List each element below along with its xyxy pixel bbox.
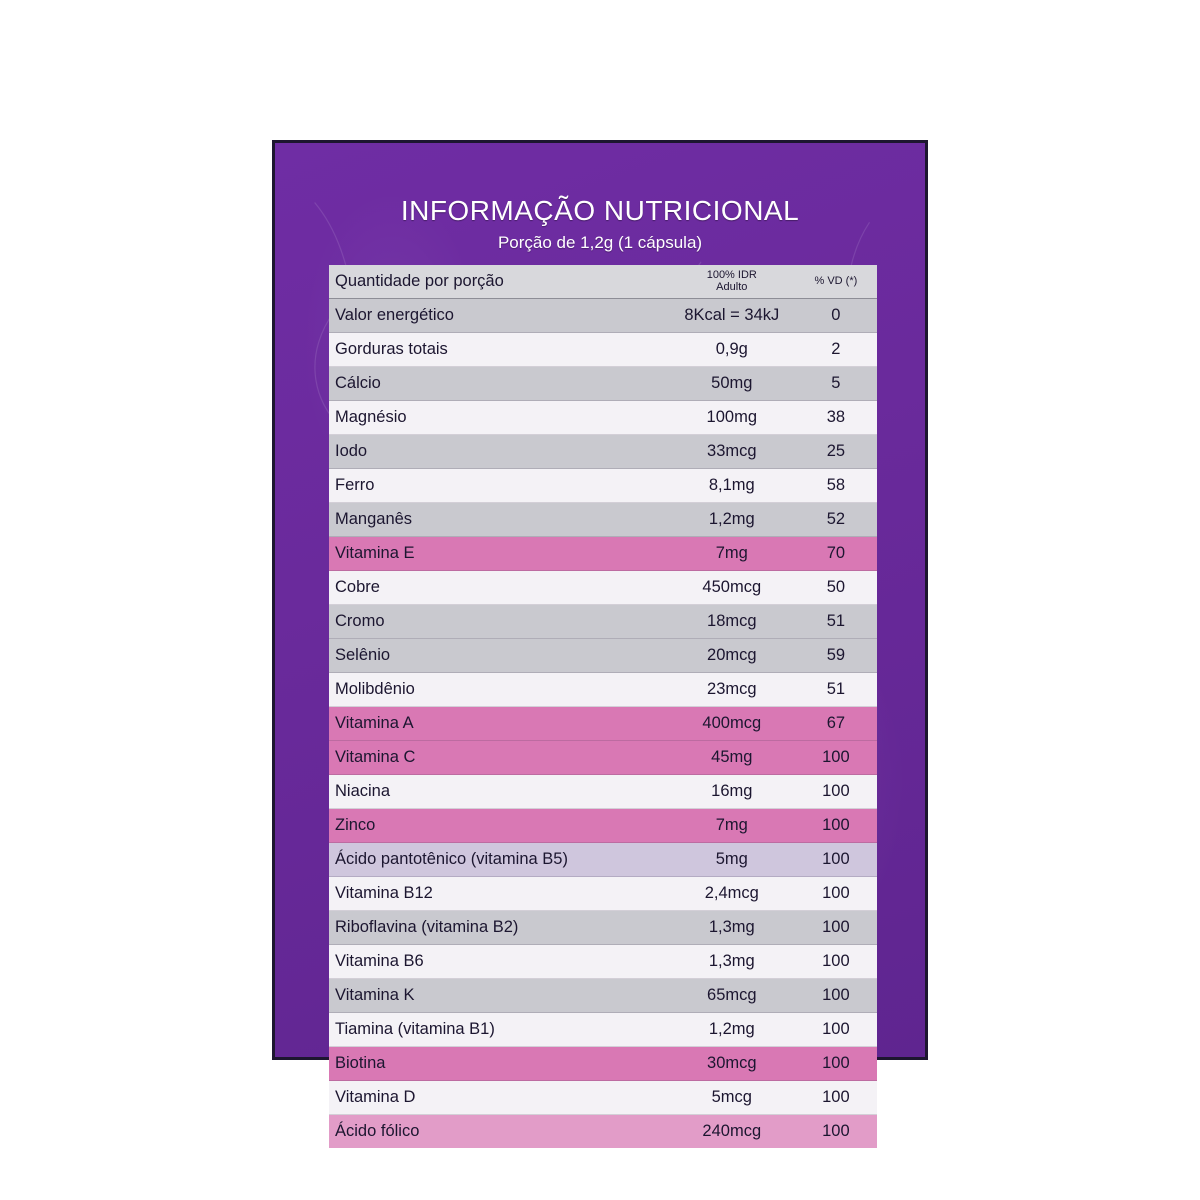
nutrient-amount: 45mg: [669, 741, 795, 775]
column-header-amount-line2: Adulto: [716, 280, 748, 293]
table-row: [329, 1047, 877, 1081]
table-row: [329, 843, 877, 877]
nutrient-vd: 59: [795, 639, 877, 673]
table-row: [329, 775, 877, 809]
table-row: [329, 979, 877, 1013]
column-header-amount-line1: 100% IDR: [706, 268, 757, 281]
nutrient-vd: 52: [795, 503, 877, 537]
nutrient-vd: 100: [795, 809, 877, 843]
nutrient-name: Biotina: [329, 1047, 669, 1081]
nutrient-amount: 20mcg: [669, 639, 795, 673]
nutrient-amount: 1,3mg: [669, 911, 795, 945]
nutrient-amount: 0,9g: [669, 333, 795, 367]
nutrient-vd: 25: [795, 435, 877, 469]
nutrient-name: Vitamina B6: [329, 945, 669, 979]
nutrition-table-body: [329, 299, 877, 1149]
nutrient-vd: 100: [795, 1047, 877, 1081]
nutrient-vd: 100: [795, 775, 877, 809]
table-header-row: [329, 265, 877, 299]
nutrition-label-panel: [272, 140, 928, 1140]
nutrient-name: Ferro: [329, 469, 669, 503]
nutrient-vd: 0: [795, 299, 877, 333]
nutrient-amount: 240mcg: [669, 1115, 795, 1149]
nutrient-amount: 23mcg: [669, 673, 795, 707]
table-row: [329, 877, 877, 911]
nutrient-name: Tiamina (vitamina B1): [329, 1013, 669, 1047]
nutrient-vd: 51: [795, 673, 877, 707]
column-header-vd: % VD (*): [795, 265, 877, 299]
table-row: [329, 707, 877, 741]
table-row: [329, 1081, 877, 1115]
nutrient-name: Cálcio: [329, 367, 669, 401]
table-row: [329, 673, 877, 707]
nutrient-name: Vitamina B12: [329, 877, 669, 911]
nutrient-name: Vitamina D: [329, 1081, 669, 1115]
nutrient-amount: 7mg: [669, 537, 795, 571]
page-title: INFORMAÇÃO NUTRICIONAL: [400, 195, 800, 226]
nutrient-name: Niacina: [329, 775, 669, 809]
table-row: [329, 945, 877, 979]
nutrient-name: Molibdênio: [329, 673, 669, 707]
nutrient-name: Vitamina A: [329, 707, 669, 741]
nutrient-vd: 100: [795, 1081, 877, 1115]
nutrient-amount: 2,4mcg: [669, 877, 795, 911]
nutrient-name: Iodo: [329, 435, 669, 469]
nutrient-vd: 70: [795, 537, 877, 571]
nutrient-vd: 100: [795, 979, 877, 1013]
column-header-name: Quantidade por porção: [329, 265, 669, 299]
nutrient-vd: 100: [795, 1013, 877, 1047]
table-row: [329, 605, 877, 639]
nutrient-amount: 16mg: [669, 775, 795, 809]
nutrient-name: Cromo: [329, 605, 669, 639]
nutrient-amount: 50mg: [669, 367, 795, 401]
nutrient-amount: 450mcg: [669, 571, 795, 605]
nutrient-name: Valor energético: [329, 299, 669, 333]
nutrient-vd: 38: [795, 401, 877, 435]
column-header-amount: [669, 265, 795, 299]
nutrient-vd: 100: [795, 945, 877, 979]
nutrient-vd: 50: [795, 571, 877, 605]
nutrient-name: Ácido fólico: [329, 1115, 669, 1149]
nutrient-vd: 100: [795, 1115, 877, 1149]
serving-size-text: Porção de 1,2g (1 cápsula): [497, 233, 703, 252]
nutrient-amount: 8,1mg: [669, 469, 795, 503]
table-row: [329, 741, 877, 775]
table-row: [329, 299, 877, 333]
nutrient-amount: 33mcg: [669, 435, 795, 469]
table-row: [329, 503, 877, 537]
nutrient-vd: 100: [795, 843, 877, 877]
nutrient-name: Cobre: [329, 571, 669, 605]
nutrient-amount: 1,2mg: [669, 1013, 795, 1047]
nutrition-table: [329, 265, 877, 1148]
nutrient-amount: 1,3mg: [669, 945, 795, 979]
nutrient-vd: 2: [795, 333, 877, 367]
nutrient-vd: 51: [795, 605, 877, 639]
nutrient-name: Vitamina E: [329, 537, 669, 571]
table-row: [329, 1115, 877, 1149]
nutrient-amount: 30mcg: [669, 1047, 795, 1081]
nutrient-vd: 100: [795, 741, 877, 775]
table-row: [329, 911, 877, 945]
nutrient-name: Magnésio: [329, 401, 669, 435]
nutrient-amount: 1,2mg: [669, 503, 795, 537]
table-row: [329, 809, 877, 843]
table-row: [329, 333, 877, 367]
table-row: [329, 1013, 877, 1047]
nutrient-vd: 5: [795, 367, 877, 401]
nutrient-name: Selênio: [329, 639, 669, 673]
nutrient-name: Riboflavina (vitamina B2): [329, 911, 669, 945]
nutrient-name: Ácido pantotênico (vitamina B5): [329, 843, 669, 877]
nutrient-vd: 67: [795, 707, 877, 741]
nutrient-amount: 18mcg: [669, 605, 795, 639]
nutrient-name: Vitamina C: [329, 741, 669, 775]
table-row: [329, 367, 877, 401]
table-row: [329, 435, 877, 469]
nutrient-amount: 5mcg: [669, 1081, 795, 1115]
nutrient-amount: 5mg: [669, 843, 795, 877]
nutrient-amount: 8Kcal = 34kJ: [669, 299, 795, 333]
nutrient-name: Gorduras totais: [329, 333, 669, 367]
nutrient-amount: 7mg: [669, 809, 795, 843]
table-row: [329, 469, 877, 503]
table-row: [329, 401, 877, 435]
nutrition-table-wrapper: [329, 265, 877, 1148]
nutrient-amount: 65mcg: [669, 979, 795, 1013]
label-title-block: [275, 195, 925, 253]
table-row: [329, 537, 877, 571]
nutrient-vd: 58: [795, 469, 877, 503]
nutrient-vd: 100: [795, 911, 877, 945]
table-row: [329, 639, 877, 673]
nutrient-amount: 400mcg: [669, 707, 795, 741]
nutrient-name: Manganês: [329, 503, 669, 537]
nutrient-name: Vitamina K: [329, 979, 669, 1013]
nutrient-vd: 100: [795, 877, 877, 911]
nutrient-name: Zinco: [329, 809, 669, 843]
nutrient-amount: 100mg: [669, 401, 795, 435]
table-row: [329, 571, 877, 605]
